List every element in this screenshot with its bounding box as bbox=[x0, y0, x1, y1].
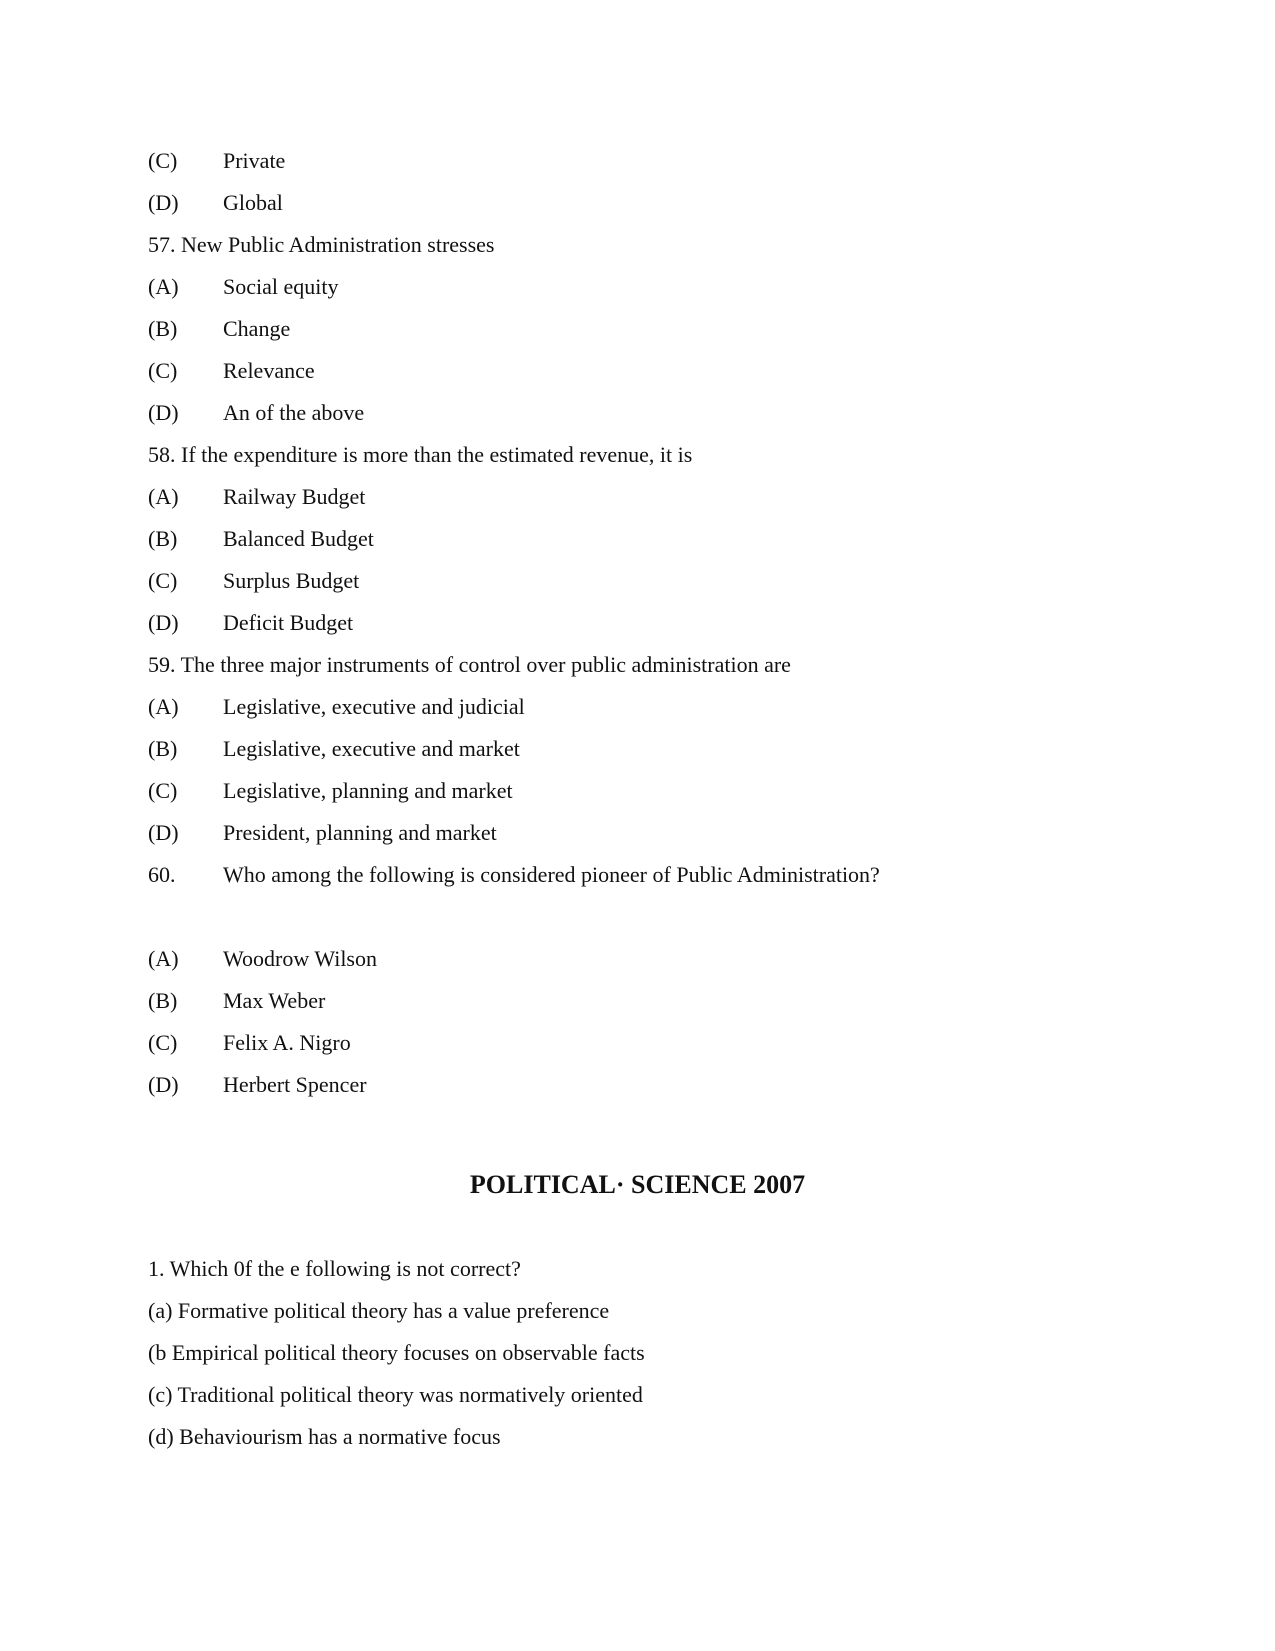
ps-question-1: 1. Which 0f the e following is not correct? bbox=[148, 1256, 521, 1281]
q59-option-c: (C) Legislative, planning and market bbox=[148, 778, 513, 803]
q58-option-b: (B) Balanced Budget bbox=[148, 526, 374, 551]
ps-q1-option-b: (b Empirical political theory focuses on observable facts bbox=[148, 1340, 645, 1365]
q60-option-c: (C) Felix A. Nigro bbox=[148, 1030, 351, 1055]
q58-option-d: (D) Deficit Budget bbox=[148, 610, 354, 635]
option-c: (C) Private bbox=[148, 148, 286, 173]
q59-option-b: (B) Legislative, executive and market bbox=[148, 736, 520, 761]
q57-option-b: (B) Change bbox=[148, 316, 291, 341]
ps-q1-option-c: (c) Traditional political theory was normatively oriented bbox=[148, 1382, 643, 1407]
q57-option-c: (C) Relevance bbox=[148, 358, 315, 383]
question-57: 57. New Public Administration stresses bbox=[148, 232, 495, 257]
option-d: (D) Global bbox=[148, 190, 283, 215]
q59-option-d: (D) President, planning and market bbox=[148, 820, 497, 845]
q59-option-a: (A) Legislative, executive and judicial bbox=[148, 694, 525, 719]
q60-option-b: (B) Max Weber bbox=[148, 988, 326, 1013]
q57-option-a: (A) Social equity bbox=[148, 274, 339, 299]
section-heading: POLITICAL· SCIENCE 2007 bbox=[469, 1170, 806, 1199]
ps-q1-option-d: (d) Behaviourism has a normative focus bbox=[148, 1424, 501, 1449]
q58-option-a: (A) Railway Budget bbox=[148, 484, 366, 509]
q60-option-a: (A) Woodrow Wilson bbox=[148, 946, 377, 971]
ps-q1-option-a: (a) Formative political theory has a value preference bbox=[148, 1298, 610, 1323]
question-59: 59. The three major instruments of control over public administration are bbox=[148, 652, 791, 677]
question-60: 60. Who among the following is considered pioneer of Public Administration? bbox=[148, 862, 880, 887]
q60-option-d: (D) Herbert Spencer bbox=[148, 1072, 367, 1097]
q58-option-c: (C) Surplus Budget bbox=[148, 568, 360, 593]
q57-option-d: (D) An of the above bbox=[148, 400, 365, 425]
question-58: 58. If the expenditure is more than the estimated revenue, it is bbox=[148, 442, 693, 467]
